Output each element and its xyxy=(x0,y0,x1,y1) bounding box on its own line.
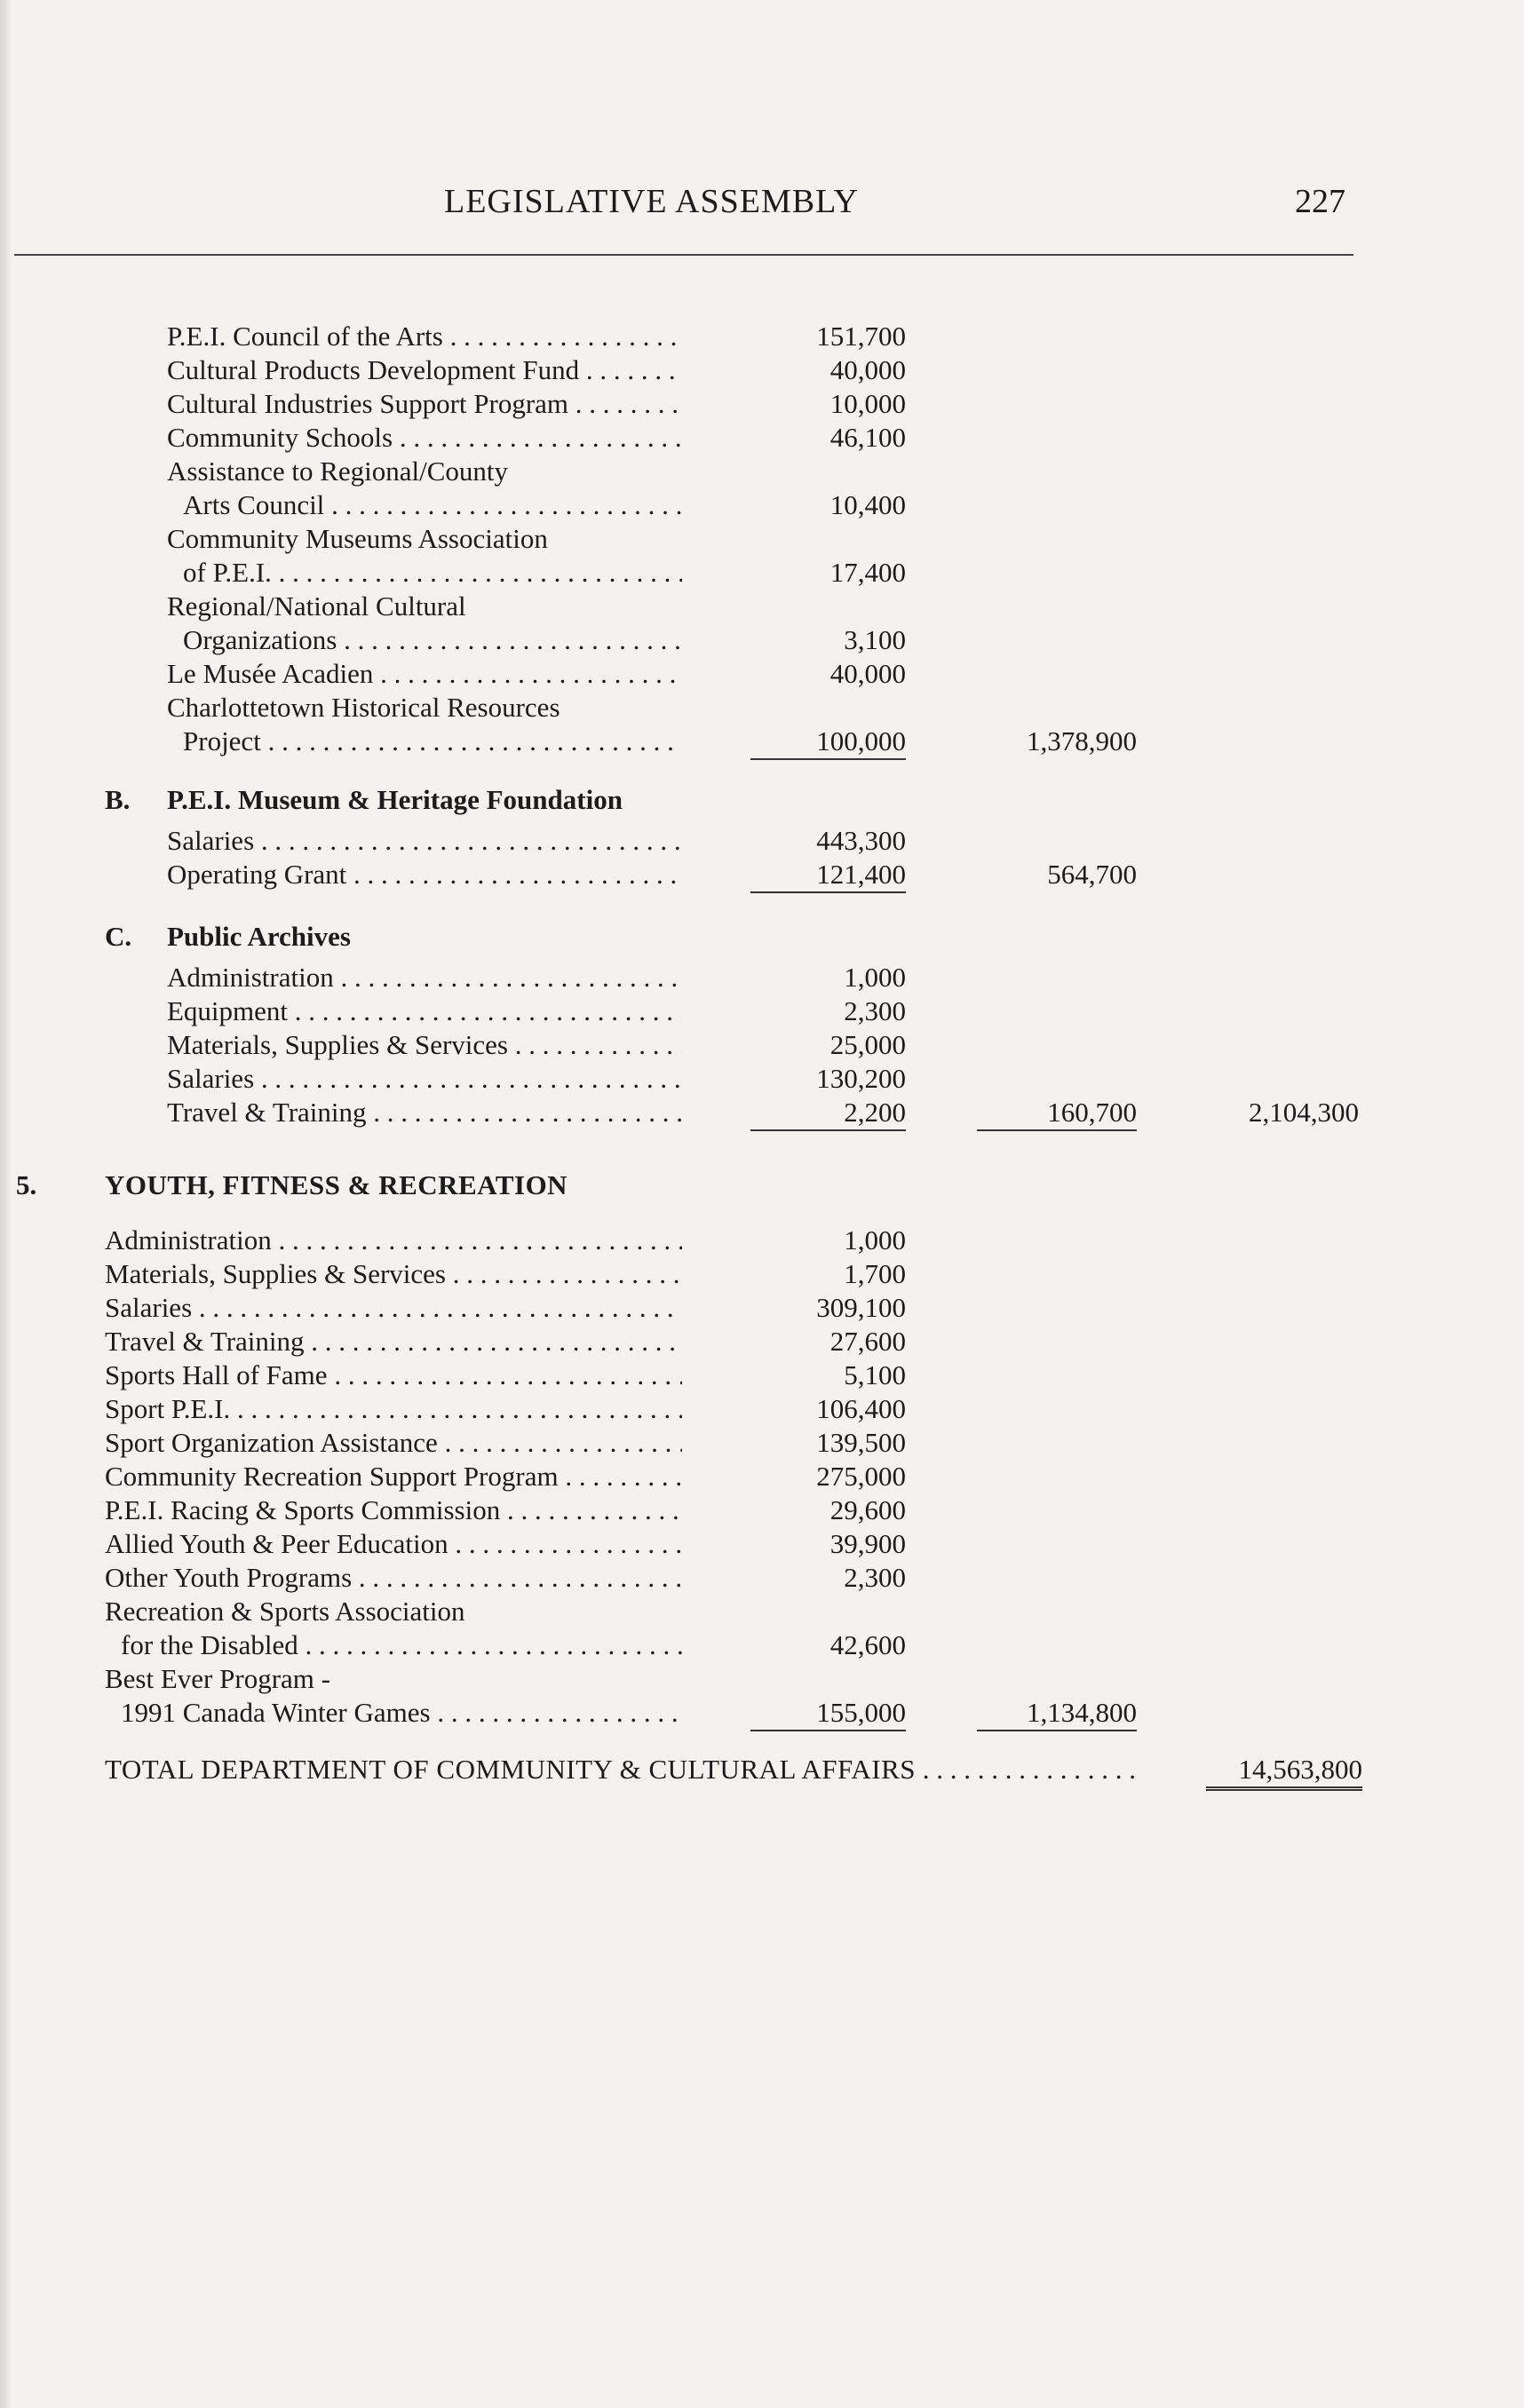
row-label: Other Youth Programs . . . xyxy=(105,1561,682,1595)
section-heading xyxy=(0,920,1524,954)
section-title: YOUTH, FITNESS & RECREATION xyxy=(105,1169,568,1200)
row-label: Community Recreation Support Program . . . xyxy=(105,1460,682,1493)
row-amount: 1,700 xyxy=(844,1258,906,1289)
table-row-label-line xyxy=(0,590,1524,623)
table-row xyxy=(0,824,1524,858)
table-row xyxy=(0,1561,1524,1595)
row-label-continued: Project . . . xyxy=(183,725,682,758)
row-label: Administration . . . xyxy=(167,961,682,994)
row-amount: 1,000 xyxy=(844,962,906,993)
row-amount: 151,700 xyxy=(816,321,906,352)
row-amount-underlined: 100,000 xyxy=(750,725,906,760)
row-label: Materials, Supplies & Services . . . xyxy=(105,1257,682,1291)
row-label: Cultural Products Development Fund . . . xyxy=(167,353,682,387)
row-amount: 10,400 xyxy=(829,489,906,520)
table-row xyxy=(0,488,1524,522)
row-label-continued: Arts Council . . . xyxy=(183,488,682,522)
row-amount: 17,400 xyxy=(829,557,906,588)
row-amount: 130,200 xyxy=(816,1063,906,1094)
row-label: Assistance to Regional/County xyxy=(167,455,509,487)
table-row-label-line xyxy=(0,1662,1524,1696)
row-amount-underlined: 2,200 xyxy=(750,1096,906,1131)
row-amount: 40,000 xyxy=(829,658,906,689)
row-amount: 309,100 xyxy=(816,1292,906,1323)
table-row xyxy=(0,1392,1524,1426)
table-row xyxy=(0,556,1524,590)
row-amount: 106,400 xyxy=(816,1393,906,1424)
section-heading xyxy=(0,1168,1524,1202)
subtotal-amount-underlined: 1,134,800 xyxy=(977,1696,1137,1731)
row-label: Allied Youth & Peer Education . . . xyxy=(105,1527,682,1561)
section-title: P.E.I. Museum & Heritage Foundation xyxy=(167,784,623,815)
row-label: Equipment . . . xyxy=(167,994,682,1028)
running-header xyxy=(0,182,1524,235)
table-row xyxy=(0,858,1524,891)
subtotal-amount: 1,378,900 xyxy=(1027,725,1137,756)
table-row xyxy=(0,1257,1524,1291)
row-label: P.E.I. Council of the Arts . . . xyxy=(167,320,682,353)
table-row-label-line xyxy=(0,522,1524,556)
table-row xyxy=(0,1096,1524,1129)
row-label: Charlottetown Historical Resources xyxy=(167,692,560,723)
row-amount: 39,900 xyxy=(829,1528,906,1559)
row-label: Regional/National Cultural xyxy=(167,590,466,622)
row-label: Salaries . . . xyxy=(105,1291,682,1325)
row-label-continued: Organizations . . . xyxy=(183,623,682,657)
table-row xyxy=(0,320,1524,353)
row-label-continued: 1991 Canada Winter Games . . . xyxy=(121,1696,682,1730)
subtotal-amount-underlined: 160,700 xyxy=(977,1096,1137,1131)
total-amount: 2,104,300 xyxy=(1249,1097,1359,1128)
row-label: Community Schools . . . xyxy=(167,421,682,455)
table-row xyxy=(0,1493,1524,1527)
table-row xyxy=(0,961,1524,994)
row-label: P.E.I. Racing & Sports Commission . . . xyxy=(105,1493,682,1527)
row-amount: 29,600 xyxy=(829,1494,906,1525)
row-label: Materials, Supplies & Services . . . xyxy=(167,1028,682,1062)
table-row xyxy=(0,1426,1524,1460)
row-amount: 2,300 xyxy=(844,1562,906,1593)
row-label: Sports Hall of Fame . . . xyxy=(105,1358,682,1392)
row-amount: 25,000 xyxy=(829,1029,906,1060)
table-row xyxy=(0,353,1524,387)
table-row xyxy=(0,1460,1524,1493)
grand-total-label: TOTAL DEPARTMENT OF COMMUNITY & CULTURAL AFFAIRS . . . xyxy=(105,1753,1144,1786)
table-row xyxy=(0,1291,1524,1325)
table-row xyxy=(0,1224,1524,1257)
header-title: LEGISLATIVE ASSEMBLY xyxy=(444,183,859,220)
section-letter: C. xyxy=(105,921,132,952)
row-label: Le Musée Acadien . . . xyxy=(167,657,682,691)
row-amount: 46,100 xyxy=(829,422,906,453)
row-label-continued: for the Disabled . . . xyxy=(121,1628,682,1662)
section-number: 5. xyxy=(16,1169,37,1200)
table-row-label-line xyxy=(0,455,1524,488)
section-title: Public Archives xyxy=(167,921,351,952)
row-label-continued: of P.E.I. . . . xyxy=(183,556,682,590)
row-amount: 2,300 xyxy=(844,995,906,1026)
subtotal-amount: 564,700 xyxy=(1047,859,1137,890)
row-amount: 1,000 xyxy=(844,1224,906,1255)
row-amount: 42,600 xyxy=(829,1629,906,1660)
table-row xyxy=(0,1628,1524,1662)
table-row xyxy=(0,421,1524,455)
row-amount: 139,500 xyxy=(816,1427,906,1458)
row-amount: 10,000 xyxy=(829,388,906,419)
section-letter: B. xyxy=(105,784,131,815)
row-amount: 443,300 xyxy=(816,825,906,856)
table-row xyxy=(0,387,1524,421)
grand-total-row xyxy=(0,1753,1524,1786)
row-amount: 27,600 xyxy=(829,1326,906,1357)
row-amount-underlined: 155,000 xyxy=(750,1696,906,1731)
table-row xyxy=(0,1028,1524,1062)
table-row xyxy=(0,725,1524,758)
row-label: Administration . . . xyxy=(105,1224,682,1257)
row-label: Travel & Training . . . xyxy=(167,1096,682,1129)
row-label: Travel & Training . . . xyxy=(105,1325,682,1358)
table-row xyxy=(0,1325,1524,1358)
table-row xyxy=(0,1527,1524,1561)
row-amount: 5,100 xyxy=(844,1359,906,1390)
row-label: Sport Organization Assistance . . . xyxy=(105,1426,682,1460)
row-label: Community Museums Association xyxy=(167,523,548,554)
row-label: Cultural Industries Support Program . . . xyxy=(167,387,682,421)
page-number: 227 xyxy=(1295,183,1345,220)
row-amount-underlined: 121,400 xyxy=(750,858,906,893)
table-row xyxy=(0,657,1524,691)
table-row xyxy=(0,1062,1524,1096)
header-rule xyxy=(14,254,1353,256)
section-heading xyxy=(0,783,1524,817)
grand-total-amount: 14,563,800 xyxy=(1206,1753,1362,1791)
row-label: Sport P.E.I. . . . xyxy=(105,1392,682,1426)
row-amount: 275,000 xyxy=(816,1461,906,1492)
row-label: Salaries . . . xyxy=(167,1062,682,1096)
row-label: Best Ever Program - xyxy=(105,1663,330,1694)
table-row xyxy=(0,623,1524,657)
row-label: Salaries . . . xyxy=(167,824,682,858)
row-label: Operating Grant . . . xyxy=(167,858,682,891)
row-amount: 40,000 xyxy=(829,354,906,385)
table-row xyxy=(0,1358,1524,1392)
row-amount: 3,100 xyxy=(844,624,906,655)
table-row-label-line xyxy=(0,1595,1524,1628)
table-row xyxy=(0,994,1524,1028)
table-row xyxy=(0,1696,1524,1730)
table-row-label-line xyxy=(0,691,1524,725)
row-label: Recreation & Sports Association xyxy=(105,1596,465,1627)
